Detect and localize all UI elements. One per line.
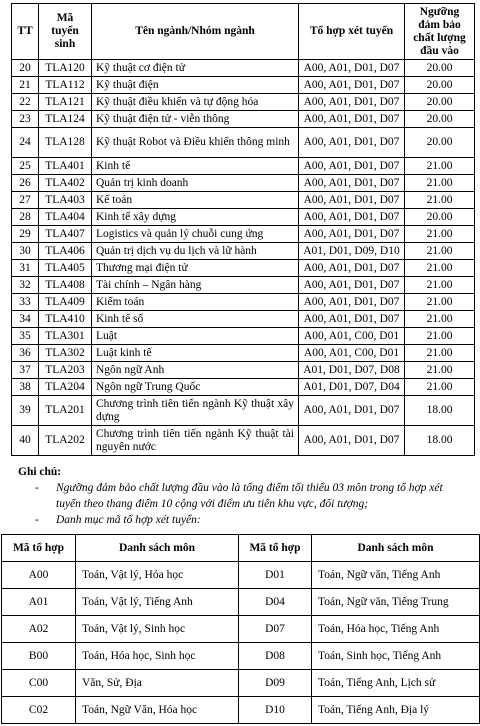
- table-row: [12, 60, 475, 77]
- major-name: Kinh tế: [92, 158, 299, 175]
- row-number: 35: [12, 328, 39, 345]
- row-number: 30: [12, 243, 39, 260]
- admission-code: TLA204: [39, 379, 92, 396]
- admission-code: TLA405: [39, 260, 92, 277]
- combo-subjects: Toán, Vật lý, Tiếng Anh: [76, 589, 239, 616]
- table-row: [12, 209, 475, 226]
- subject-combination: A00, A01, D01, D07: [299, 111, 405, 128]
- threshold-score: 21.00: [405, 260, 475, 277]
- table-row: [12, 277, 475, 294]
- combo-header-row: [2, 535, 480, 562]
- combo-code: D01: [239, 562, 312, 589]
- threshold-score: 18.00: [405, 426, 475, 456]
- table-row: [12, 396, 475, 426]
- table-row: [12, 345, 475, 362]
- threshold-score: 20.00: [405, 128, 475, 158]
- table-row: [12, 77, 475, 94]
- subject-combination: A00, A01, C00, D01: [299, 328, 405, 345]
- admission-code: TLA406: [39, 243, 92, 260]
- major-name: Kinh tế số: [92, 311, 299, 328]
- major-name: Kiểm toán: [92, 294, 299, 311]
- table-row: [12, 94, 475, 111]
- note-item-combo-list: [18, 512, 468, 528]
- combo-header-subjects-2: Danh sách môn: [312, 535, 480, 562]
- row-number: 32: [12, 277, 39, 294]
- note-dash: -: [35, 482, 39, 494]
- threshold-score: 21.00: [405, 175, 475, 192]
- major-name: Luật kinh tế: [92, 345, 299, 362]
- table-row: [12, 379, 475, 396]
- admission-code: TLA401: [39, 158, 92, 175]
- table-header-row: [12, 4, 475, 60]
- threshold-score: 21.00: [405, 294, 475, 311]
- subject-combination: A01, D01, D07, D08: [299, 362, 405, 379]
- combo-row: [2, 697, 480, 724]
- admission-code: TLA302: [39, 345, 92, 362]
- combo-subjects: Toán, Hóa học, Sinh học: [76, 643, 239, 670]
- admission-code: TLA128: [39, 128, 92, 158]
- combo-code: C02: [2, 697, 76, 724]
- subject-combination: A00, A01, D01, D07: [299, 294, 405, 311]
- threshold-score: 20.00: [405, 94, 475, 111]
- combo-subjects: Toán, Ngữ Văn, Hóa học: [76, 697, 239, 724]
- table-row: [12, 362, 475, 379]
- combo-subjects: Văn, Sử, Địa: [76, 670, 239, 697]
- combo-row: [2, 643, 480, 670]
- row-number: 21: [12, 77, 39, 94]
- admission-code: TLA403: [39, 192, 92, 209]
- admission-code: TLA409: [39, 294, 92, 311]
- header-combo: Tổ hợp xét tuyển: [299, 4, 405, 60]
- combo-code: C00: [2, 670, 76, 697]
- admission-threshold-table: [11, 3, 475, 456]
- subject-combination: A00, A01, D01, D07: [299, 128, 405, 158]
- row-number: 37: [12, 362, 39, 379]
- combo-header-code-1: Mã tổ hợp: [2, 535, 76, 562]
- table-row: [12, 243, 475, 260]
- threshold-score: 21.00: [405, 311, 475, 328]
- major-name: Logistics và quản lý chuỗi cung ứng: [92, 226, 299, 243]
- table-row: [12, 260, 475, 277]
- note-text: Danh mục mã tổ hợp xét tuyển:: [56, 514, 201, 526]
- row-number: 28: [12, 209, 39, 226]
- admission-code: TLA301: [39, 328, 92, 345]
- subject-combination: A01, D01, D07, D04: [299, 379, 405, 396]
- admission-code: TLA112: [39, 77, 92, 94]
- table-row: [12, 158, 475, 175]
- combo-code: A01: [2, 589, 76, 616]
- subject-combination: A00, A01, D01, D07: [299, 396, 405, 426]
- combo-subjects: Toán, Vật lý, Sinh học: [76, 616, 239, 643]
- combo-code: B00: [2, 643, 76, 670]
- major-name: Kỹ thuật điều khiển và tự động hóa: [92, 94, 299, 111]
- major-name: Tài chính – Ngân hàng: [92, 277, 299, 294]
- admission-code: TLA410: [39, 311, 92, 328]
- subject-combination: A00, A01, D01, D07: [299, 426, 405, 456]
- major-name: Kế toán: [92, 192, 299, 209]
- note-item-threshold: [18, 480, 468, 512]
- subject-combination: A01, D01, D09, D10: [299, 243, 405, 260]
- major-name: Kỹ thuật Robot và Điều khiển thông minh: [92, 128, 299, 158]
- major-name: Thương mại điện tử: [92, 260, 299, 277]
- threshold-score: 21.00: [405, 379, 475, 396]
- subject-combination: A00, A01, D01, D07: [299, 277, 405, 294]
- threshold-score: 21.00: [405, 243, 475, 260]
- table-row: [12, 294, 475, 311]
- note-dash: -: [35, 514, 39, 526]
- row-number: 40: [12, 426, 39, 456]
- major-name: Kỹ thuật điện: [92, 77, 299, 94]
- combo-row: [2, 670, 480, 697]
- table-body: [12, 60, 475, 456]
- row-number: 34: [12, 311, 39, 328]
- threshold-score: 21.00: [405, 328, 475, 345]
- subject-combination: A00, A01, D01, D07: [299, 175, 405, 192]
- row-number: 38: [12, 379, 39, 396]
- combo-table-body: [2, 562, 480, 724]
- row-number: 25: [12, 158, 39, 175]
- table-row: [12, 426, 475, 456]
- row-number: 22: [12, 94, 39, 111]
- major-name: Chương trình tiên tiến ngành Kỹ thuật tài nguyên nước: [92, 426, 299, 456]
- admission-code: TLA124: [39, 111, 92, 128]
- admission-code: TLA201: [39, 396, 92, 426]
- subject-combination: A00, A01, D01, D07: [299, 192, 405, 209]
- combo-subjects: Toán, Tiếng Anh, Địa lý: [312, 697, 480, 724]
- admission-code: TLA202: [39, 426, 92, 456]
- major-name: Ngôn ngữ Trung Quốc: [92, 379, 299, 396]
- admission-code: TLA121: [39, 94, 92, 111]
- header-tt: TT: [12, 4, 39, 60]
- header-major: Tên ngành/Nhóm ngành: [92, 4, 299, 60]
- combo-header-subjects-1: Danh sách môn: [76, 535, 239, 562]
- admission-code: TLA408: [39, 277, 92, 294]
- combo-row: [2, 589, 480, 616]
- table-row: [12, 192, 475, 209]
- row-number: 31: [12, 260, 39, 277]
- threshold-score: 21.00: [405, 345, 475, 362]
- table-row: [12, 175, 475, 192]
- combo-subjects: Toán, Hóa học, Tiếng Anh: [312, 616, 480, 643]
- threshold-score: 21.00: [405, 277, 475, 294]
- combo-header-code-2: Mã tổ hợp: [239, 535, 312, 562]
- row-number: 27: [12, 192, 39, 209]
- major-name: Kỹ thuật điện tử - viễn thông: [92, 111, 299, 128]
- threshold-score: 21.00: [405, 192, 475, 209]
- combo-code: D09: [239, 670, 312, 697]
- combo-code: A02: [2, 616, 76, 643]
- table-row: [12, 111, 475, 128]
- admission-code: TLA402: [39, 175, 92, 192]
- threshold-score: 20.00: [405, 209, 475, 226]
- threshold-score: 20.00: [405, 111, 475, 128]
- admission-code: TLA203: [39, 362, 92, 379]
- subject-combination: A00, A01, C00, D01: [299, 345, 405, 362]
- combo-subjects: Toán, Vật lý, Hóa học: [76, 562, 239, 589]
- row-number: 39: [12, 396, 39, 426]
- major-name: Ngôn ngữ Anh: [92, 362, 299, 379]
- combo-subjects: Toán, Sinh học, Tiếng Anh: [312, 643, 480, 670]
- major-name: Kinh tế xây dựng: [92, 209, 299, 226]
- subject-combination: A00, A01, D01, D07: [299, 311, 405, 328]
- row-number: 29: [12, 226, 39, 243]
- notes-section: [18, 464, 468, 528]
- combo-code: D10: [239, 697, 312, 724]
- threshold-score: 21.00: [405, 158, 475, 175]
- major-name: Quản trị dịch vụ du lịch và lữ hành: [92, 243, 299, 260]
- subject-combination: A00, A01, D01, D07: [299, 209, 405, 226]
- threshold-score: 18.00: [405, 396, 475, 426]
- notes-title: Ghi chú:: [18, 466, 62, 478]
- table-row: [12, 328, 475, 345]
- table-row: [12, 226, 475, 243]
- major-name: Chương trình tiên tiến ngành Kỹ thuật xây dựng: [92, 396, 299, 426]
- note-text: Ngưỡng đảm bảo chất lượng đầu vào là tổng điểm tối thiểu 03 môn trong tổ hợp xét tuyển theo thang điểm 10 cộng với điểm ưu tiên khu vực, đối tượng;: [56, 482, 443, 510]
- combo-row: [2, 562, 480, 589]
- major-name: Quản trị kinh doanh: [92, 175, 299, 192]
- threshold-score: 20.00: [405, 60, 475, 77]
- subject-combination: A00, A01, D01, D07: [299, 60, 405, 77]
- header-code: Mã tuyển sinh: [39, 4, 92, 60]
- subject-combination: A00, A01, D01, D07: [299, 77, 405, 94]
- threshold-score: 21.00: [405, 362, 475, 379]
- combo-code: A00: [2, 562, 76, 589]
- combo-subjects: Toán, Ngữ văn, Tiếng Anh: [312, 562, 480, 589]
- combo-code: D08: [239, 643, 312, 670]
- combo-row: [2, 616, 480, 643]
- row-number: 20: [12, 60, 39, 77]
- combo-subjects: Toán, Tiếng Anh, Lịch sử: [312, 670, 480, 697]
- subject-combination: A00, A01, D01, D07: [299, 158, 405, 175]
- table-row: [12, 311, 475, 328]
- combo-subjects: Toán, Ngữ văn, Tiếng Trung: [312, 589, 480, 616]
- combo-code: D04: [239, 589, 312, 616]
- admission-code: TLA404: [39, 209, 92, 226]
- admission-code: TLA407: [39, 226, 92, 243]
- subject-combination: A00, A01, D01, D07: [299, 94, 405, 111]
- admission-code: TLA120: [39, 60, 92, 77]
- subject-combination: A00, A01, D01, D07: [299, 260, 405, 277]
- row-number: 33: [12, 294, 39, 311]
- major-name: Luật: [92, 328, 299, 345]
- row-number: 26: [12, 175, 39, 192]
- subject-combination-table: [1, 534, 480, 724]
- header-threshold: Ngưỡng đảm bảo chất lượng đầu vào: [405, 4, 475, 60]
- row-number: 36: [12, 345, 39, 362]
- threshold-score: 20.00: [405, 77, 475, 94]
- subject-combination: A00, A01, D01, D07: [299, 226, 405, 243]
- major-name: Kỹ thuật cơ điện tử: [92, 60, 299, 77]
- row-number: 23: [12, 111, 39, 128]
- row-number: 24: [12, 128, 39, 158]
- combo-code: D07: [239, 616, 312, 643]
- threshold-score: 21.00: [405, 226, 475, 243]
- table-row: [12, 128, 475, 158]
